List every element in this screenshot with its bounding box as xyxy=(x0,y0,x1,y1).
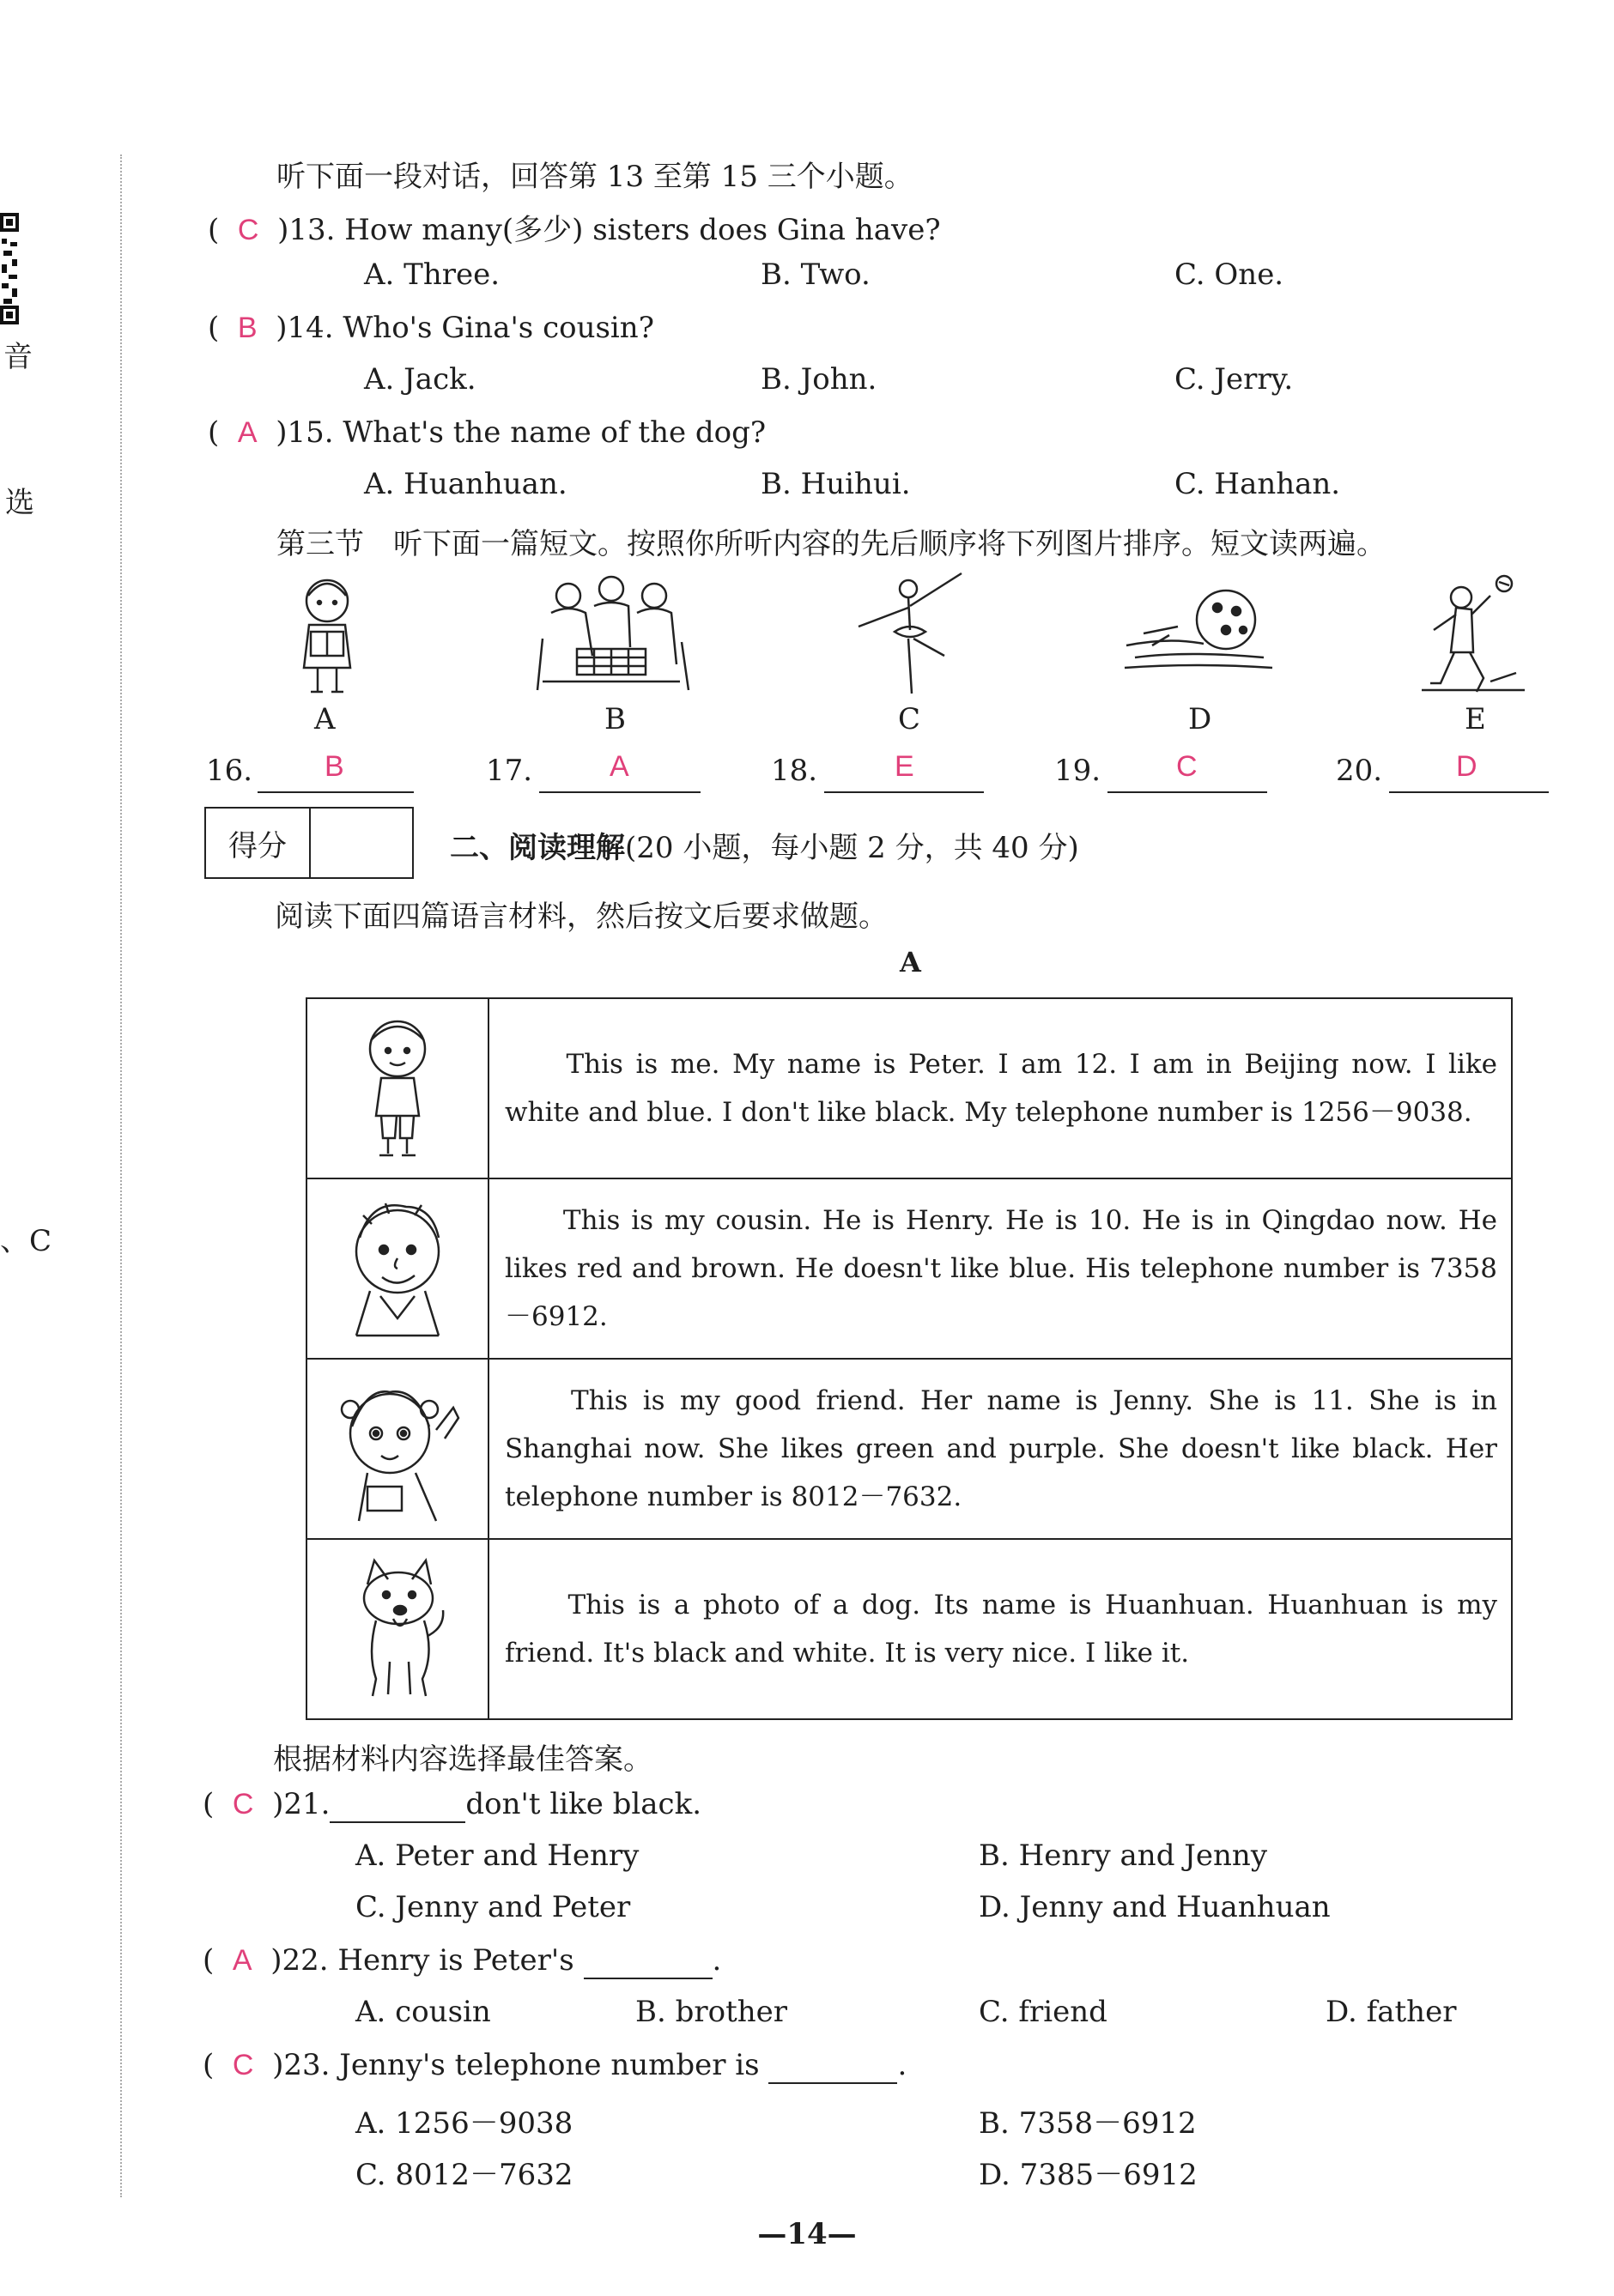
question-23: ( C )23. Jenny's telephone number is . xyxy=(203,2048,907,2082)
passage-label: A xyxy=(900,946,921,978)
passage-text: This is my good friend. Her name is Jenny. She is 11. She is in Shanghai now. She likes green and purple. She doesn't like black. Her telephone number is 8012－7632. xyxy=(488,1359,1512,1539)
option-13c: C. One. xyxy=(1174,257,1284,292)
question-13: ( C )13. How many(多少) sisters does Gina have? xyxy=(208,213,941,247)
margin-fragment: 选 xyxy=(5,486,34,520)
option-21d: D. Jenny and Huanhuan xyxy=(979,1890,1331,1924)
part3-instruction: 第三节 听下面一篇短文。按照你所听内容的先后顺序将下列图片排序。短文读两遍。 xyxy=(276,527,1386,561)
option-23b: B. 7358－6912 xyxy=(979,2106,1197,2141)
option-22a: A. cousin xyxy=(355,1995,491,2029)
answer-13: C xyxy=(237,214,259,246)
choose-instruction: 根据材料内容选择最佳答案。 xyxy=(273,1742,652,1777)
question-21: ( C )21. don't like black. xyxy=(203,1787,702,1821)
binding-margin-line xyxy=(120,154,122,2197)
passage-row xyxy=(306,998,1512,1178)
option-21a: A. Peter and Henry xyxy=(355,1839,640,1873)
ladybug-toy-icon xyxy=(1118,585,1281,683)
answer-line-17 xyxy=(539,791,701,793)
answer-num-16: 16. xyxy=(206,754,253,788)
answer-line-18 xyxy=(824,791,984,793)
option-23a: A. 1256－9038 xyxy=(355,2106,573,2141)
reading-instruction: 阅读下面四篇语言材料，然后按文后要求做题。 xyxy=(275,900,888,934)
score-box xyxy=(204,807,414,879)
answer-num-18: 18. xyxy=(771,754,818,788)
question-14: ( B )14. Who's Gina's cousin? xyxy=(208,311,654,345)
option-22c: C. friend xyxy=(979,1995,1107,2029)
option-15c: C. Hanhan. xyxy=(1174,467,1341,501)
dog-huanhuan-icon xyxy=(342,1692,453,1708)
passage-image-cell xyxy=(306,1178,488,1359)
picture-label-c: C xyxy=(898,702,921,736)
answer-line-20 xyxy=(1389,791,1549,793)
option-21b: B. Henry and Jenny xyxy=(979,1839,1268,1873)
passage-text: This is me. My name is Peter. I am 12. I am in Beijing now. I like white and blue. I don't like black. My telephone number is 1256－9038. xyxy=(488,998,1512,1178)
option-15a: A. Huanhuan. xyxy=(364,467,567,501)
answer-num-17: 17. xyxy=(486,754,533,788)
passage-image-cell xyxy=(306,1539,488,1719)
people-playing-chess-icon xyxy=(525,570,697,702)
option-13a: A. Three. xyxy=(364,257,501,292)
boy-playing-soccer-icon xyxy=(1422,570,1525,702)
option-21c: C. Jenny and Peter xyxy=(355,1890,631,1924)
picture-label-a: A xyxy=(314,702,336,736)
passage-image-cell xyxy=(306,1359,488,1539)
girl-jenny-icon xyxy=(333,1511,462,1528)
score-label: 得分 xyxy=(206,809,311,877)
picture-label-b: B xyxy=(604,702,626,736)
option-22b: B. brother xyxy=(635,1995,788,2029)
passage-text: This is a photo of a dog. Its name is Huanhuan. Huanhuan is my friend. It's black and white. It is very nice. I like it. xyxy=(488,1539,1512,1719)
answer-num-20: 20. xyxy=(1336,754,1383,788)
ballet-dancer-icon xyxy=(850,570,970,702)
score-cell xyxy=(311,809,412,877)
answer-blank-23 xyxy=(768,2048,897,2084)
answer-num-19: 19. xyxy=(1054,754,1101,788)
passage-row xyxy=(306,1359,1512,1539)
question-15: ( A )15. What's the name of the dog? xyxy=(208,415,767,450)
page-number: —14— xyxy=(757,2217,857,2251)
margin-fragment: 、C xyxy=(0,1224,52,1258)
answer-19: C xyxy=(1176,750,1198,783)
boy-peter-icon xyxy=(350,1151,445,1167)
answer-22: A xyxy=(232,1944,252,1977)
option-14b: B. John. xyxy=(761,362,877,397)
passage-table xyxy=(306,997,1513,1720)
answer-23: C xyxy=(232,2049,254,2081)
option-14c: C. Jerry. xyxy=(1174,362,1294,397)
answer-14: B xyxy=(237,312,258,344)
option-13b: B. Two. xyxy=(761,257,871,292)
margin-fragment: 音 xyxy=(3,340,33,374)
option-14a: A. Jack. xyxy=(364,362,476,397)
reading-section-title: 二、阅读理解(20 小题，每小题 2 分，共 40 分) xyxy=(450,831,1079,865)
passage-image-cell xyxy=(306,998,488,1178)
option-15b: B. Huihui. xyxy=(761,467,911,501)
answer-15: A xyxy=(237,416,258,449)
answer-blank-22 xyxy=(584,1943,713,1979)
answer-line-16 xyxy=(258,791,414,793)
passage-row xyxy=(306,1178,1512,1359)
passage-text: This is my cousin. He is Henry. He is 10. He is in Qingdao now. He likes red and brown. He doesn't like blue. His telephone number is 7358－6912. xyxy=(488,1178,1512,1359)
girl-reading-icon xyxy=(280,572,374,704)
option-23c: C. 8012－7632 xyxy=(355,2158,573,2192)
boy-henry-icon xyxy=(337,1331,458,1348)
answer-blank-21 xyxy=(330,1787,465,1823)
picture-label-d: D xyxy=(1188,702,1212,736)
option-22d: D. father xyxy=(1326,1995,1457,2029)
answer-20: D xyxy=(1456,750,1477,783)
question-22: ( A )22. Henry is Peter's . xyxy=(203,1943,722,1978)
picture-label-e: E xyxy=(1465,702,1486,736)
option-23d: D. 7385－6912 xyxy=(979,2158,1198,2192)
answer-17: A xyxy=(610,750,629,783)
answer-16: B xyxy=(325,750,344,783)
answer-21: C xyxy=(232,1788,254,1820)
qr-code-fragment xyxy=(0,213,19,324)
passage-row xyxy=(306,1539,1512,1719)
answer-18: E xyxy=(895,750,914,783)
answer-line-19 xyxy=(1107,791,1267,793)
listening-instruction: 听下面一段对话，回答第 13 至第 15 三个小题。 xyxy=(276,160,913,194)
